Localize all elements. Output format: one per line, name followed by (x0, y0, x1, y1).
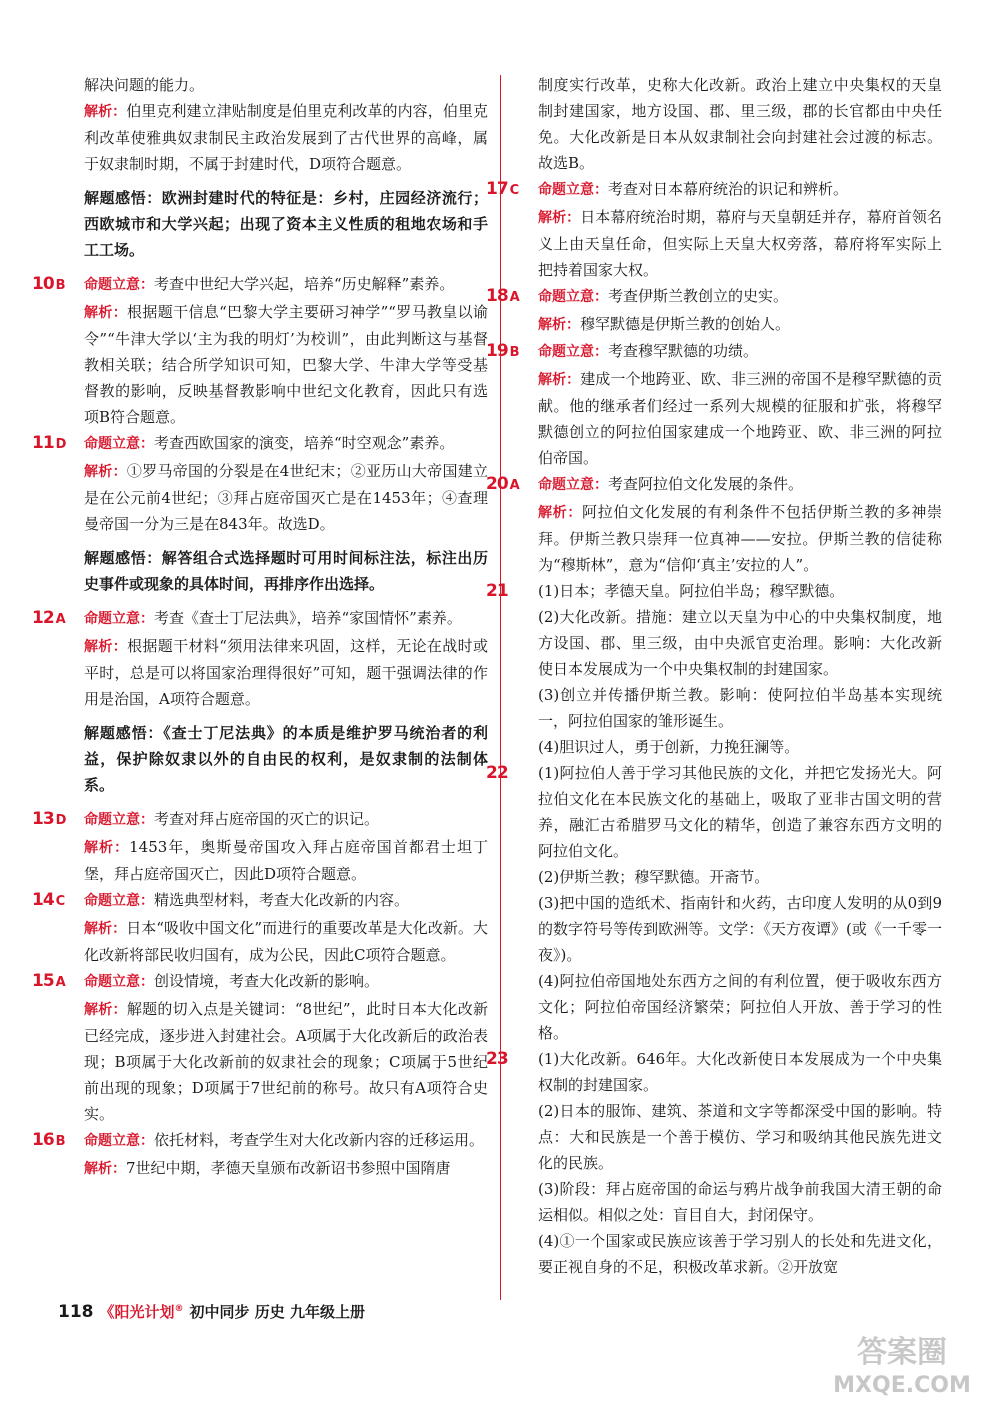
q23-item: (4)①一个国家或民族应该善于学习别人的长处和先进文化，要正视自身的不足，积极改革求新。②开放宽 (538, 1232, 942, 1276)
question-number: 22 (486, 763, 508, 783)
q22-item: (2)伊斯兰教；穆罕默德。开斋节。 (538, 868, 770, 886)
question-number: 16 B (32, 1130, 65, 1150)
question-number: 19 B (486, 341, 519, 361)
q18-analysis: 解析：穆罕默德是伊斯兰教的创始人。 (538, 315, 791, 333)
watermark-top: 答案圈 (857, 1335, 947, 1370)
q9-insight: 解题感悟：欧洲封建时代的特征是：乡村，庄园经济流行；西欧城市和大学兴起；出现了资本主义性质的租地农场和手工工场。 (84, 189, 488, 259)
q17-analysis: 解析：日本幕府统治时期，幕府与天皇朝廷并存，幕府首领名义上由天皇任命，但实际上天皇大权旁落，幕府将军实际上把持着国家大权。 (538, 208, 942, 279)
q13-purpose: 13 D 命题立意：考查对拜占庭帝国的灭亡的识记。 (58, 806, 488, 834)
question-number: 17 C (486, 179, 519, 199)
question-number: 13 D (32, 809, 66, 829)
question-number: 11 D (32, 433, 66, 453)
question-number: 20 A (486, 474, 519, 494)
question-number: 23 (486, 1049, 508, 1069)
q23-item: 23 (1)大化改新。646年。大化改新使日本发展成为一个中央集权制的封建国家。 (512, 1046, 942, 1098)
q21-item: (3)创立并传播伊斯兰教。影响：使阿拉伯半岛基本实现统一，阿拉伯国家的雏形诞生。 (538, 686, 942, 730)
page-footer (58, 1301, 365, 1322)
analysis-label: 解析： (84, 104, 127, 120)
q18-purpose: 18 A 命题立意：考查伊斯兰教创立的史实。 (512, 283, 942, 311)
q11-insight: 解题感悟：解答组合式选择题时可用时间标注法，标注出历史事件或现象的具体时间，再排序作出选择。 (84, 549, 488, 593)
insight-label: 解题感悟： (84, 189, 162, 207)
q19-purpose: 19 B 命题立意：考查穆罕默德的功绩。 (512, 338, 942, 366)
q23-item: (2)日本的服饰、建筑、茶道和文字等都深受中国的影响。特点：大和民族是一个善于模仿、学习和吸纳其他民族先进文化的民族。 (538, 1102, 942, 1172)
watermark-logo (810, 1330, 995, 1398)
book-title: 初中同步 历史 九年级上册 (189, 1303, 365, 1321)
q22-item: (4)阿拉伯帝国地处东西方之间的有利位置，便于吸收东西方文化；阿拉伯帝国经济繁荣；阿拉伯人开放、善于学习的性格。 (538, 972, 942, 1042)
q11-purpose: 11 D 命题立意：考查西欧国家的演变，培养“时空观念”素养。 (58, 430, 488, 458)
q19-analysis: 解析：建成一个地跨亚、欧、非三洲的帝国不是穆罕默德的贡献。他的继承者们经过一系列大规模的征服和扩张，将穆罕默德创立的阿拉伯国家建成一个地跨亚、欧、非三洲的阿拉伯帝国。 (538, 370, 942, 467)
q16-purpose: 16 B 命题立意：依托材料，考查学生对大化改新内容的迁移运用。 (58, 1127, 488, 1155)
left-column (32, 72, 489, 1182)
q14-purpose: 14 C 命题立意：精选典型材料，考查大化改新的内容。 (58, 887, 488, 915)
q23-item: (3)阶段：拜占庭帝国的命运与鸦片战争前我国大清王朝的命运相似。相似之处：盲目自大，封闭保守。 (538, 1180, 942, 1224)
watermark-bottom: MXQE.COM (833, 1373, 971, 1398)
q20-purpose: 20 A 命题立意：考查阿拉伯文化发展的条件。 (512, 471, 942, 499)
continued-text: 解决问题的能力。 (84, 76, 205, 94)
question-number: 12 A (32, 608, 65, 628)
q11-analysis: 解析：①罗马帝国的分裂是在4世纪末；②亚历山大帝国建立是在公元前4世纪；③拜占庭帝国灭亡是在1453年；④查理曼帝国一分为三是在843年。故选D。 (84, 462, 489, 533)
question-number: 14 C (32, 890, 65, 910)
q12-insight: 解题感悟：《查士丁尼法典》的本质是维护罗马统治者的利益，保护除奴隶以外的自由民的权利，是奴隶制的法制体系。 (84, 724, 488, 794)
column-divider (500, 75, 501, 1300)
q12-purpose: 12 A 命题立意：考查《查士丁尼法典》，培养“家国情怀”素养。 (58, 605, 488, 633)
q12-analysis: 解析：根据题干材料“须用法律来巩固，这样，无论在战时或平时，总是可以将国家治理得很好”可知，题干强调法律的作用是治国，A项符合题意。 (84, 637, 489, 708)
q15-analysis: 解析：解题的切入点是关键词：“8世纪”，此时日本大化改新已经完成，逐步进入封建社会。A项属于大化改新后的政治表现；B项属于大化改新前的奴隶社会的现象；C项属于5世纪前出现的现象；D项属于7世纪前的称号。故只有A项符合史实。 (84, 1000, 488, 1123)
q20-analysis: 解析：阿拉伯文化发展的有利条件不包括伊斯兰教的多神崇拜。伊斯兰教只崇拜一位真神——安拉。伊斯兰教的信徒称为“穆斯林”，意为“信仰‘真主’安拉的人”。 (538, 503, 942, 574)
q9-analysis: 解析：伯里克利建立津贴制度是伯里克利改革的内容，伯里克利改革使雅典奴隶制民主政治发展到了古代世界的高峰，属于奴隶制时期，不属于封建时代，D项符合题意。 (84, 102, 488, 173)
q17-purpose: 17 C 命题立意：考查对日本幕府统治的识记和辨析。 (512, 176, 942, 204)
q10-analysis: 解析：根据题干信息“巴黎大学主要研习神学”“罗马教皇以谕令”“牛津大学以‘主为我的明灯’为校训”，由此判断这与基督教相关联；结合所学知识可知，巴黎大学、牛津大学等受基督教的影响，反映基督教影响中世纪文化教育，因此只有选项B符合题意。 (84, 303, 489, 426)
q15-purpose: 15 A 命题立意：创设情境，考查大化改新的影响。 (58, 968, 488, 996)
q13-analysis: 解析：1453年，奥斯曼帝国攻入拜占庭帝国首都君士坦丁堡，拜占庭帝国灭亡，因此D项符合题意。 (84, 838, 488, 883)
question-number: 15 A (32, 971, 65, 991)
question-number: 10 B (32, 274, 65, 294)
q22-item: (3)把中国的造纸术、指南针和火药，古印度人发明的从0到9的数字符号等传到欧洲等。文学：《天方夜谭》(或《一千零一夜》)。 (538, 894, 942, 964)
q22-item: 22 (1)阿拉伯人善于学习其他民族的文化，并把它发扬光大。阿拉伯文化在本民族文化的基础上，吸取了亚非古国文明的营养，融汇古希腊罗马文化的精华，创造了兼容东西方文明的阿拉伯文化。 (512, 760, 942, 864)
q21-item: (4)胆识过人，勇于创新，力挽狂澜等。 (538, 738, 800, 756)
q16-analysis: 解析：7世纪中期，孝德天皇颁布改新诏书参照中国隋唐 (84, 1159, 451, 1177)
question-number: 21 (486, 581, 508, 601)
q21-item: (2)大化改新。措施：建立以天皇为中心的中央集权制度，地方设国、郡、里三级，由中央派官吏治理。影响：大化改新使日本发展成为一个中央集权制的封建国家。 (538, 608, 942, 678)
page-number: 118 (58, 1302, 94, 1322)
q10-purpose: 10 B 命题立意：考查中世纪大学兴起，培养“历史解释”素养。 (58, 271, 488, 299)
q14-analysis: 解析：日本“吸收中国文化”而进行的重要改革是大化改新。大化改新将部民收归国有，成为公民，因此C项符合题意。 (84, 919, 488, 964)
right-column (486, 72, 942, 1280)
q21-item: 21 (1)日本；孝德天皇。阿拉伯半岛；穆罕默德。 (512, 578, 942, 604)
brand-name: 阳光计划® (114, 1303, 184, 1321)
q16-continued: 制度实行改革，史称大化改新。政治上建立中央集权的天皇制封建国家，地方设国、郡、里三级，郡的长官都由中央任免。大化改新是日本从奴隶制社会向封建社会过渡的标志。故选B。 (538, 76, 942, 172)
question-number: 18 A (486, 286, 519, 306)
chevron-icon: 《 (99, 1303, 115, 1321)
